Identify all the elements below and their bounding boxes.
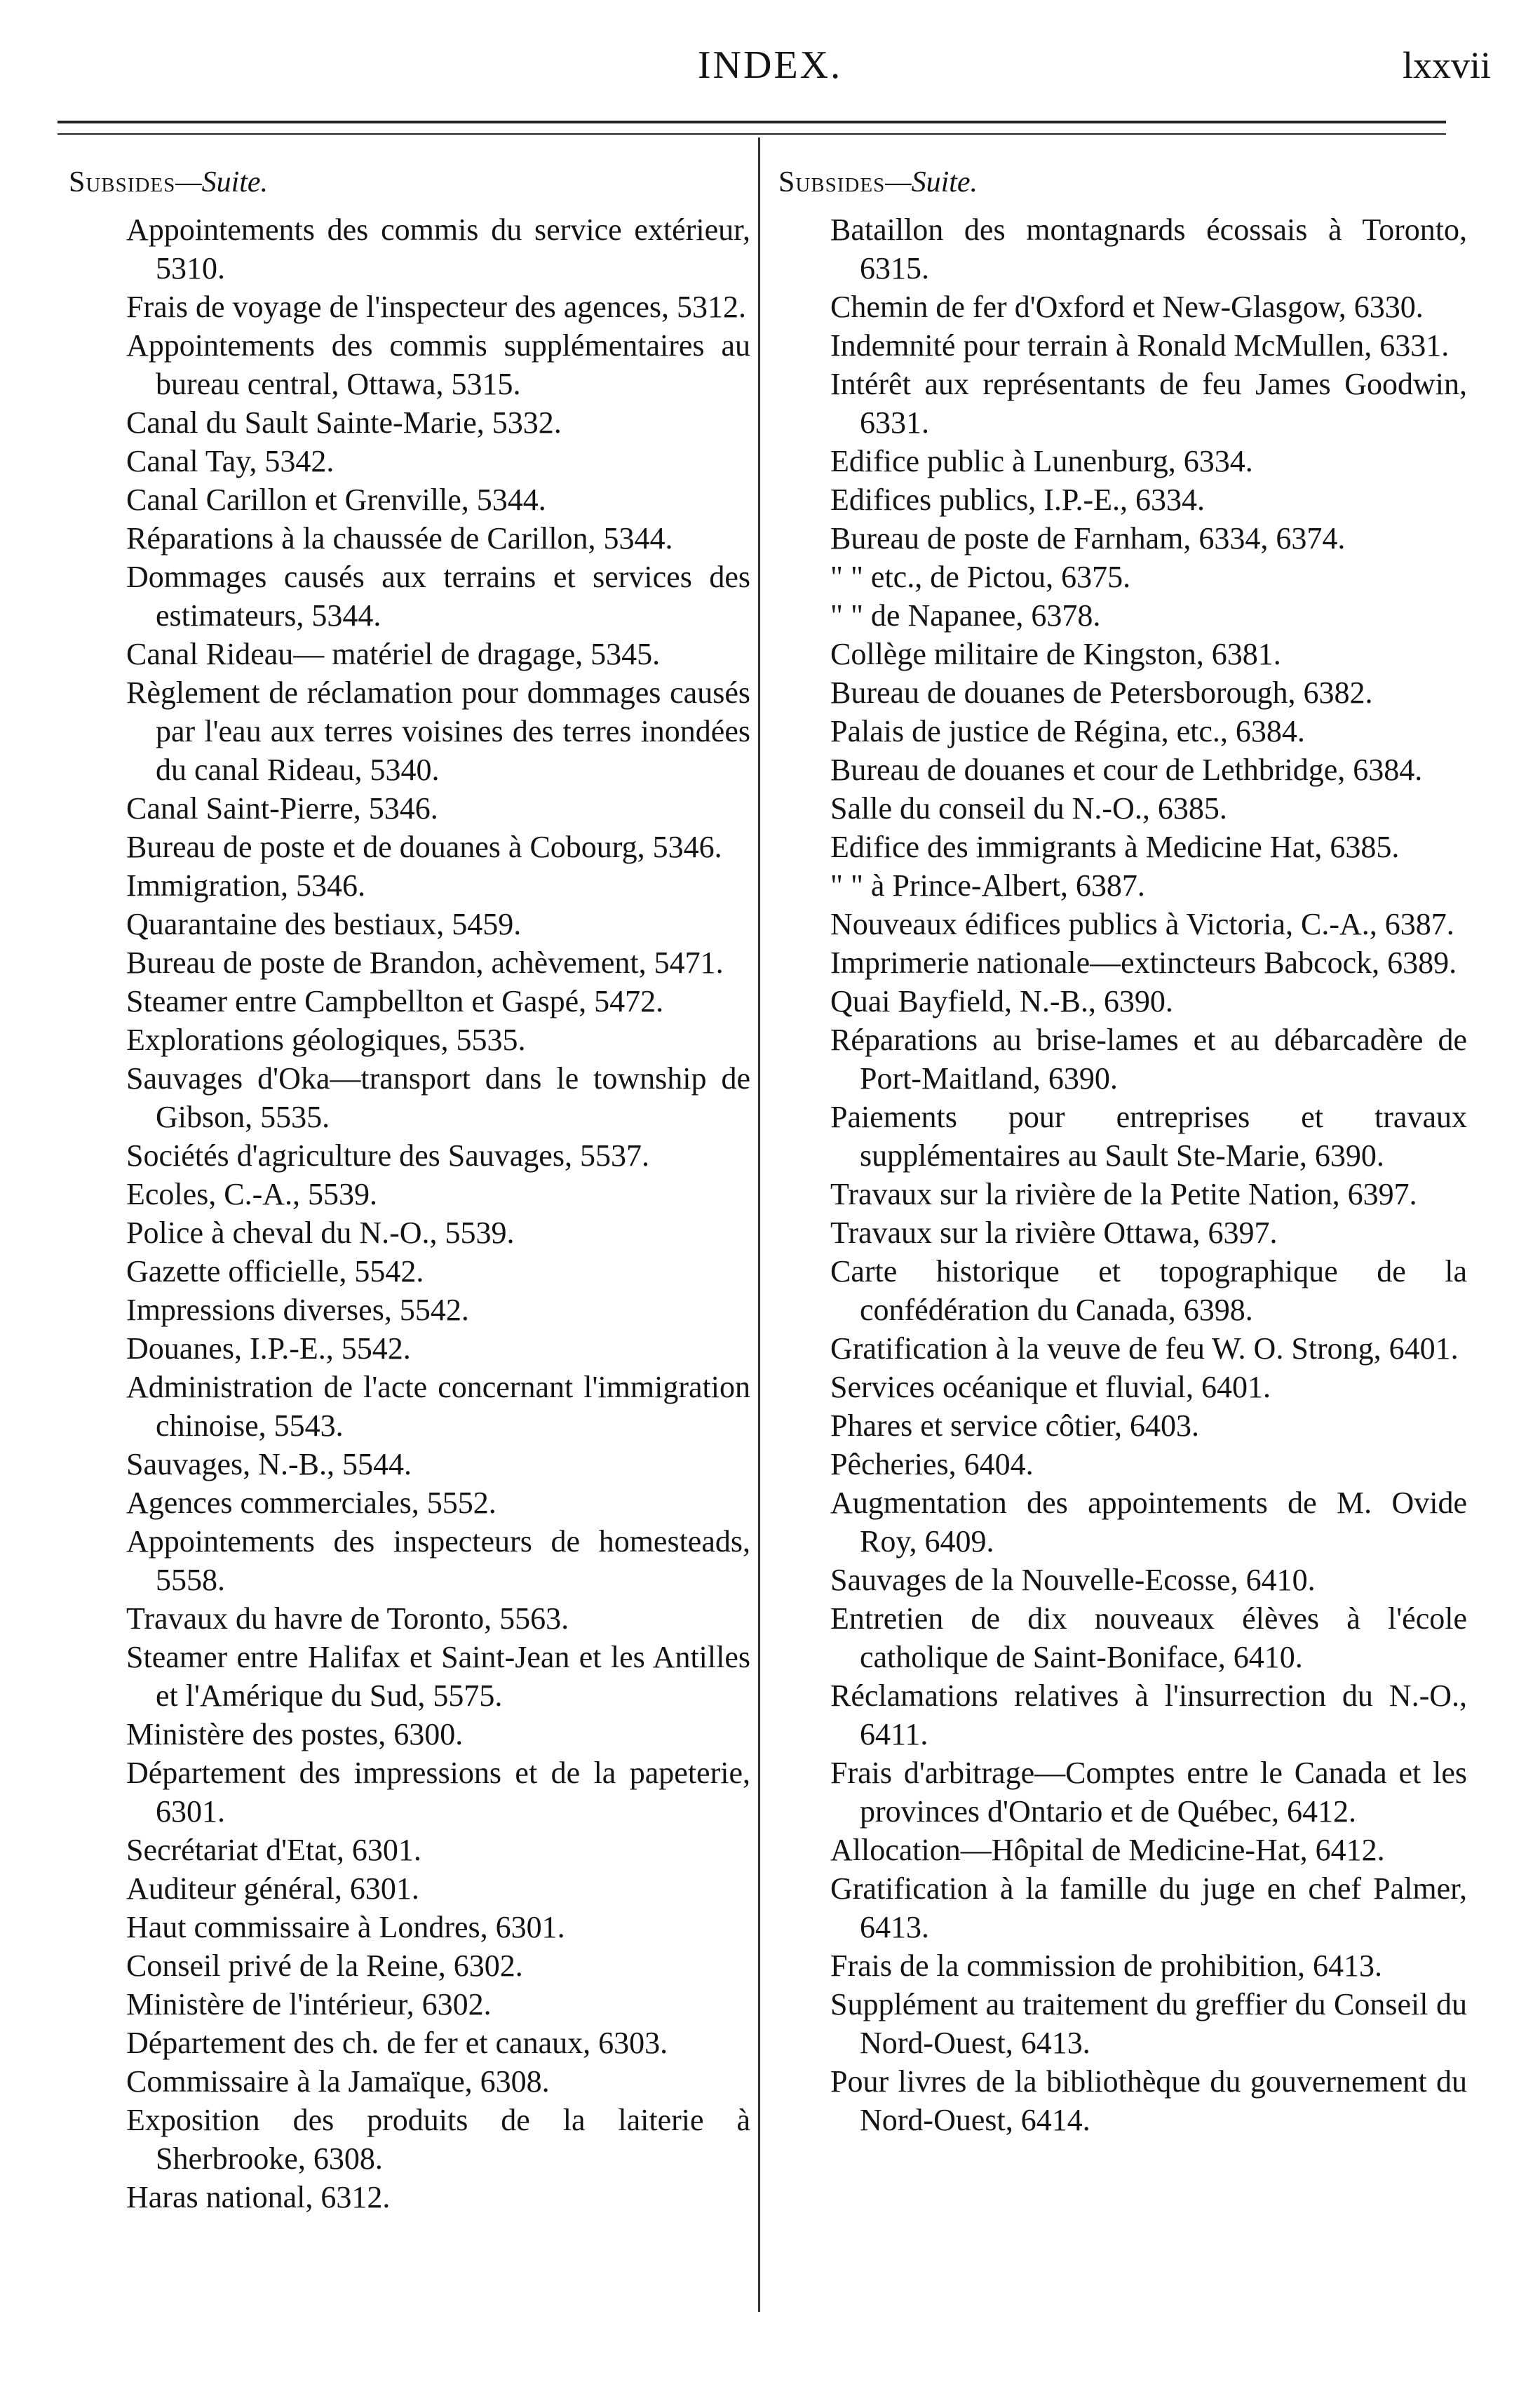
- index-entry: Appointements des inspecteurs de homesteads, 5558.: [126, 1524, 750, 1597]
- section-heading-suffix: —Suite.: [885, 166, 978, 198]
- index-entry: Canal Tay, 5342.: [126, 444, 335, 478]
- left-column: [69, 163, 750, 2216]
- index-entry: Chemin de fer d'Oxford et New-Glasgow, 6330.: [830, 290, 1424, 324]
- page-number: lxxvii: [1402, 44, 1491, 86]
- index-entry: Réparations au brise-lames et au débarcadère de Port-Maitland, 6390.: [830, 1023, 1467, 1096]
- index-entry: Nouveaux édifices publics à Victoria, C.-A., 6387.: [830, 907, 1454, 941]
- index-entry: Intérêt aux représentants de feu James Goodwin, 6331.: [830, 367, 1467, 440]
- index-entry: Edifices publics, I.P.-E., 6334.: [830, 483, 1205, 517]
- index-entry: Frais de la commission de prohibition, 6413.: [830, 1949, 1383, 1983]
- index-entry: Sauvages d'Oka—transport dans le township de Gibson, 5535.: [126, 1061, 750, 1134]
- index-entry: Douanes, I.P.-E., 5542.: [126, 1331, 411, 1366]
- index-entry: Dommages causés aux terrains et services des estimateurs, 5344.: [126, 560, 750, 633]
- index-entry: Conseil privé de la Reine, 6302.: [126, 1949, 523, 1983]
- index-entry: Quarantaine des bestiaux, 5459.: [126, 907, 522, 941]
- index-entry: Appointements des commis supplémentaires au bureau central, Ottawa, 5315.: [126, 328, 750, 401]
- index-entry: Haut commissaire à Londres, 6301.: [126, 1910, 565, 1944]
- index-entry: Frais d'arbitrage—Comptes entre le Canada et les provinces d'Ontario et de Québec, 6412.: [830, 1756, 1467, 1829]
- index-entry: Bureau de poste de Brandon, achèvement, 5471.: [126, 945, 724, 980]
- index-entry: Bureau de poste de Farnham, 6334, 6374.: [830, 521, 1346, 556]
- index-entry: Impressions diverses, 5542.: [126, 1293, 469, 1327]
- index-entry: Collège militaire de Kingston, 6381.: [830, 637, 1281, 671]
- index-entry: Frais de voyage de l'inspecteur des agences, 5312.: [126, 290, 746, 324]
- index-entry: Phares et service côtier, 6403.: [830, 1408, 1200, 1443]
- page-title: INDEX.: [697, 43, 843, 87]
- index-entry: Ministère de l'intérieur, 6302.: [126, 1987, 492, 2021]
- index-entry: Steamer entre Campbellton et Gaspé, 5472.: [126, 984, 664, 1018]
- index-entry: Police à cheval du N.-O., 5539.: [126, 1216, 515, 1250]
- index-entry: Canal Carillon et Grenville, 5344.: [126, 483, 546, 517]
- index-entry: Département des ch. de fer et canaux, 6303.: [126, 2026, 668, 2060]
- index-entry: Appointements des commis du service extérieur, 5310.: [126, 213, 750, 285]
- index-entry: Agences commerciales, 5552.: [126, 1486, 497, 1520]
- index-entry: Gratification à la veuve de feu W. O. Strong, 6401.: [830, 1331, 1459, 1366]
- index-entry: Département des impressions et de la papeterie, 6301.: [126, 1756, 750, 1829]
- index-entry: " " etc., de Pictou, 6375.: [830, 560, 1131, 594]
- index-entry: Haras national, 6312.: [126, 2180, 391, 2214]
- index-entry: Indemnité pour terrain à Ronald McMullen, 6331.: [830, 328, 1450, 363]
- index-entry: Paiements pour entreprises et travaux supplémentaires au Sault Ste-Marie, 6390.: [830, 1100, 1467, 1173]
- index-entry: Bureau de poste et de douanes à Cobourg, 5346.: [126, 830, 722, 864]
- index-entry: Supplément au traitement du greffier du Conseil du Nord-Ouest, 6413.: [830, 1987, 1467, 2060]
- index-entry: Augmentation des appointements de M. Ovide Roy, 6409.: [830, 1486, 1467, 1559]
- index-entry: Réparations à la chaussée de Carillon, 5344.: [126, 521, 673, 556]
- section-heading-label: Subsides: [69, 166, 176, 198]
- page-header: [0, 41, 1540, 97]
- index-entry: Travaux sur la rivière de la Petite Nation, 6397.: [830, 1177, 1417, 1211]
- section-heading-label: Subsides: [778, 166, 886, 198]
- index-entry: Quai Bayfield, N.-B., 6390.: [830, 984, 1173, 1018]
- index-entry: Canal du Sault Sainte-Marie, 5332.: [126, 405, 562, 440]
- index-entry: Pêcheries, 6404.: [830, 1447, 1034, 1481]
- index-entry: Canal Rideau— matériel de dragage, 5345.: [126, 637, 661, 671]
- index-entry: Steamer entre Halifax et Saint-Jean et les Antilles et l'Amérique du Sud, 5575.: [126, 1640, 750, 1713]
- right-column: [778, 163, 1467, 2139]
- index-entry: Auditeur général, 6301.: [126, 1871, 419, 1906]
- index-entry: Administration de l'acte concernant l'immigration chinoise, 5543.: [126, 1370, 750, 1443]
- index-entry: Gazette officielle, 5542.: [126, 1254, 424, 1288]
- index-entry: Allocation—Hôpital de Medicine-Hat, 6412.: [830, 1833, 1385, 1867]
- index-entry: Règlement de réclamation pour dommages causés par l'eau aux terres voisines des terres inondées du canal Rideau, 5340.: [126, 675, 750, 787]
- index-entry: Entretien de dix nouveaux élèves à l'école catholique de Saint-Boniface, 6410.: [830, 1601, 1467, 1674]
- index-entry: Gratification à la famille du juge en chef Palmer, 6413.: [830, 1871, 1467, 1944]
- index-entry: Immigration, 5346.: [126, 868, 365, 903]
- index-entry: " " à Prince-Albert, 6387.: [830, 868, 1145, 903]
- left-entry-list: [69, 210, 750, 2216]
- column-divider: [758, 137, 760, 2312]
- index-entry: Travaux sur la rivière Ottawa, 6397.: [830, 1216, 1278, 1250]
- index-entry: Imprimerie nationale—extincteurs Babcock, 6389.: [830, 945, 1457, 980]
- index-entry: Services océanique et fluvial, 6401.: [830, 1370, 1271, 1404]
- index-entry: Bureau de douanes et cour de Lethbridge, 6384.: [830, 753, 1423, 787]
- header-rule-thin: [58, 133, 1446, 135]
- index-entry: Ecoles, C.-A., 5539.: [126, 1177, 378, 1211]
- index-entry: Secrétariat d'Etat, 6301.: [126, 1833, 421, 1867]
- index-entry: " " de Napanee, 6378.: [830, 598, 1101, 633]
- index-entry: Exposition des produits de la laiterie à Sherbrooke, 6308.: [126, 2103, 750, 2176]
- index-entry: Palais de justice de Régina, etc., 6384.: [830, 714, 1305, 748]
- index-entry: Bureau de douanes de Petersborough, 6382.: [830, 675, 1373, 710]
- index-entry: Réclamations relatives à l'insurrection du N.-O., 6411.: [830, 1678, 1467, 1751]
- index-entry: Carte historique et topographique de la confédération du Canada, 6398.: [830, 1254, 1467, 1327]
- index-entry: Salle du conseil du N.-O., 6385.: [830, 791, 1227, 826]
- index-entry: Explorations géologiques, 5535.: [126, 1023, 526, 1057]
- section-heading-suffix: —Suite.: [175, 166, 269, 198]
- index-entry: Bataillon des montagnards écossais à Toronto, 6315.: [830, 213, 1467, 285]
- index-entry: Edifice public à Lunenburg, 6334.: [830, 444, 1253, 478]
- index-entry: Commissaire à la Jamaïque, 6308.: [126, 2064, 550, 2099]
- index-entry: Sauvages de la Nouvelle-Ecosse, 6410.: [830, 1563, 1316, 1597]
- index-entry: Ministère des postes, 6300.: [126, 1717, 464, 1751]
- right-entry-list: [778, 210, 1467, 2139]
- right-section-heading: [778, 163, 1467, 202]
- index-entry: Travaux du havre de Toronto, 5563.: [126, 1601, 569, 1636]
- header-rule-thick: [58, 121, 1446, 123]
- index-entry: Pour livres de la bibliothèque du gouvernement du Nord-Ouest, 6414.: [830, 2064, 1467, 2137]
- left-section-heading: [69, 163, 750, 202]
- index-entry: Sauvages, N.-B., 5544.: [126, 1447, 412, 1481]
- index-entry: Canal Saint-Pierre, 5346.: [126, 791, 438, 826]
- index-entry: Sociétés d'agriculture des Sauvages, 5537.: [126, 1138, 649, 1173]
- index-entry: Edifice des immigrants à Medicine Hat, 6385.: [830, 830, 1400, 864]
